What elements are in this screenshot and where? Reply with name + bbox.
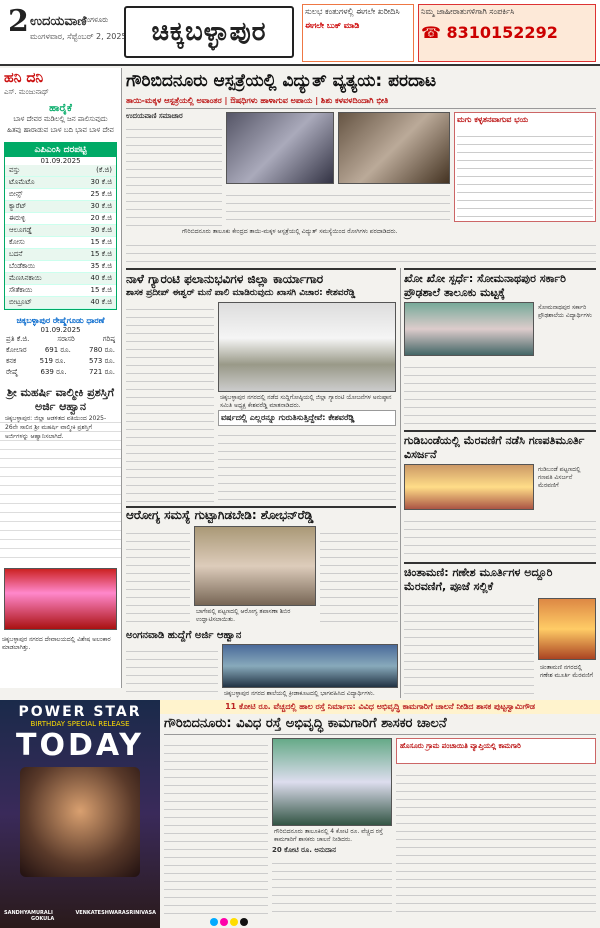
lead-sidebar-box: [454, 112, 596, 222]
announce-title: ಶ್ರೀ ಮಹರ್ಷಿ ವಾಲ್ಮೀಕಿ ಪ್ರಶಸ್ತಿಗೆ ಅರ್ಜಿ ಆಹ್ವಾನ: [7, 386, 114, 413]
story3-caption: ಬಾಗೇಪಲ್ಲಿ ಪಟ್ಟಣದಲ್ಲಿ ಆರೋಗ್ಯ ತಪಾಸಣಾ ಶಿಬಿರ ಉದ್ಘಾಟಿಸಲಾಯಿತು.: [196, 608, 291, 623]
box-title: ಮಗು ಕಳ್ಳತನವಾಗುವ ಭಯ: [457, 115, 529, 124]
r3-body: [404, 598, 534, 696]
lead-subheadline: ತಾಯಿ-ಮಕ್ಕಳ ಆಸ್ಪತ್ರೆಯಲ್ಲಿ ಅವಾಂತರ | ಔಷಧಿಗಳು ಹಾಳಾಗುವ ಅಪಾಯ | ಶಿಶು ಕಳವಳದಿಂದಾಗಿ ಭೀತಿ: [126, 96, 389, 105]
r3-caption: ಚಿಂತಾಮಣಿ ನಗರದಲ್ಲಿ ಗಣೇಶ ಮೂರ್ತಿ ಮೆರವಣಿಗೆ: [540, 664, 593, 679]
story2-body-2: [218, 428, 396, 502]
rate-row: ಈರುಳ್ಳಿ 20 ಕೆ.ಜಿ: [5, 213, 116, 225]
issue-date: ಮಂಗಳವಾರ, ಸೆಪ್ಟೆಂಬರ್ 2, 2025: [30, 32, 127, 41]
r1-photo: [404, 302, 534, 356]
ad-phone: ☎ 8310152292: [421, 23, 558, 42]
market-date: 01.09.2025: [40, 326, 81, 334]
bottom-box: ಹೊಸೂರು ಗ್ರಾಮ ಪಂಚಾಯಿತಿ ವ್ಯಾಪ್ತಿಯಲ್ಲಿ ಕಾಮಗಾರಿ: [396, 738, 596, 764]
r3-headline: ಚಿಂತಾಮಣಿ: ಗಣೇಶ ಮೂರ್ತಿಗಳ ಅದ್ದೂರಿ ಮೆರವಣಿಗೆ, ಪೂಜೆ ಸಲ್ಲಿಕೆ: [404, 566, 553, 593]
rate-row: ಸೌತೆಕಾಯಿ 15 ಕೆ.ಜಿ: [5, 285, 116, 297]
story3-body-2: [320, 526, 398, 626]
lead-body-3: [126, 238, 596, 264]
poster-names: SANDHYA MURALI GOKULA VENKATESHWARA SRINIVASA: [4, 910, 156, 922]
rate-row: ಬೀಟ್ರೂಟ್ 40 ಕೆ.ಜಿ: [5, 297, 116, 309]
idol-caption: ಚಿಕ್ಕಬಳ್ಳಾಪುರ ನಗರದ ದೇವಾಲಯದಲ್ಲಿ ವಿಶೇಷ ಅಲಂಕಾರ ಮಾಡಲಾಗಿತ್ತು.: [2, 636, 111, 651]
lead-photo-1: [226, 112, 334, 184]
masthead: [0, 0, 600, 66]
edition-title: ಚಿಕ್ಕಬಳ್ಳಾಪುರ: [124, 6, 294, 58]
page-number: 2: [8, 4, 29, 39]
bottom-kicker: 20 ಕೋಟಿ ರೂ. ಅನುದಾನ: [272, 846, 336, 854]
rate-row: ಆಲೂಗಡ್ಡೆ 30 ಕೆ.ಜಿ: [5, 225, 116, 237]
lead-byline: ಉದಯವಾಣಿ ಸಮಾಚಾರ: [126, 112, 183, 120]
story4-body: [126, 644, 218, 696]
rate-title: ಎಪಿಎಂಸಿ ದರಪಟ್ಟಿ: [5, 143, 116, 157]
lead-body: [126, 122, 222, 226]
r2-caption: ಗುಡಿಬಂಡೆ ಪಟ್ಟಣದಲ್ಲಿ ಗಣಪತಿ ವಿಸರ್ಜನೆ ಮೆರವಣಿಗೆ: [538, 466, 581, 489]
story2-body: [126, 302, 214, 502]
header-ad-right[interactable]: [418, 4, 596, 62]
paper-name: ಉದಯವಾಣಿ: [30, 14, 87, 29]
story4-headline: ಅಂಗನವಾಡಿ ಹುದ್ದೆಗೆ ಅರ್ಜಿ ಆಹ್ವಾನ: [126, 630, 242, 641]
poster-actor-image: [20, 767, 140, 877]
rate-row: ಕ್ಯಾರೆಟ್ 30 ಕೆ.ಜಿ: [5, 201, 116, 213]
rate-row: ಬೀನ್ಸ್ 25 ಕೆ.ಜಿ: [5, 189, 116, 201]
header-ad-left[interactable]: [302, 4, 414, 62]
column-author: ಎಸ್. ಮಂಜುನಾಥ್: [4, 88, 49, 96]
lead-caption: ಗೌರಿಬಿದನೂರು ತಾಲೂಕು ಕೇಂದ್ರದ ತಾಯಿ-ಮಕ್ಕಳ ಆಸ್ಪತ್ರೆಯಲ್ಲಿ ವಿದ್ಯುತ್ ಸಮಸ್ಯೆಯಿಂದ ರೋಗಿಗಳು ಪರದಾಡಿದರು.: [182, 228, 398, 235]
idol-photo: [4, 568, 117, 630]
bottom-teaser-bar: 11 ಕೋಟಿ ರೂ. ವೆಚ್ಚದಲ್ಲಿ ಹಾಲ ರಸ್ತೆ ನಿರ್ಮಾಣ: ವಿವಿಧ ಅಭಿವೃದ್ಧಿ ಕಾಮಗಾರಿಗೆ ಚಾಲನೆ ನೀಡಿದ ಶಾಸಕ ಪುಟ್ಟಸ್ವಾಮಿಗೌಡ: [160, 700, 600, 714]
lead-photo-2: [338, 112, 450, 184]
r1-headline: ಖೋ ಖೋ ಸ್ಪರ್ಧೆ: ಸೋಮನಾಥಪುರ ಸರ್ಕಾರಿ ಪ್ರೌಢಶಾಲೆ ತಾಲೂಕು ಮಟ್ಟಕ್ಕೆ: [404, 272, 566, 299]
story2-photo: [218, 302, 396, 392]
story2-headline: ನಾಳೆ ಗ್ಯಾರಂಟಿ ಫಲಾನುಭವಿಗಳ ಜಿಲ್ಲಾ ಕಾರ್ಯಾಗಾರ: [126, 272, 324, 286]
story3-photo: [194, 526, 316, 606]
rate-row: ಬದನೆ 15 ಕೆ.ಜಿ: [5, 249, 116, 261]
rate-row: ಮೆಣಸಿನಕಾಯಿ 40 ಕೆ.ಜಿ: [5, 273, 116, 285]
bottom-body: [164, 738, 268, 918]
market-title: ಚಿಕ್ಕಬಳ್ಳಾಪುರ ರೇಷ್ಮೆಗೂಡು ಧಾರಣೆ: [16, 316, 105, 325]
r2-headline: ಗುಡಿಬಂಡೆಯಲ್ಲಿ ಮೆರವಣಿಗೆ ನಡೆಸಿ ಗಣಪತಿಮೂರ್ತಿ ವಿಸರ್ಜನೆ: [404, 434, 585, 461]
market-row: ರೇಷ್ಮೆ 639 ರೂ. 721 ರೂ.: [6, 368, 115, 376]
story3-headline: ಆರೋಗ್ಯ ಸಮಸ್ಯೆ ಗುಟ್ಟಾಗಿಡಬೇಡಿ: ಶೋಭನ್‌ರೆಡ್ಡಿ: [126, 508, 314, 522]
ad-left-sub: ಈಗಲೇ ಬುಕ್ ಮಾಡಿ: [305, 21, 360, 30]
rate-row: ಕೋಸು 15 ಕೆ.ಜಿ: [5, 237, 116, 249]
city-tag: ಬೆಂಗಳೂರು: [82, 16, 109, 24]
r1-caption: ಸೋಮನಾಥಪುರ ಸರ್ಕಾರಿ ಪ್ರೌಢಶಾಲೆಯ ವಿದ್ಯಾರ್ಥಿಗಳು: [538, 304, 592, 319]
bottom-caption: ಗೌರಿಬಿದನೂರು ತಾಲೂಕಿನಲ್ಲಿ 4 ಕೋಟಿ ರೂ. ವೆಚ್ಚದ ರಸ್ತೆ ಕಾಮಗಾರಿಗೆ ಶಾಸಕರು ಚಾಲನೆ ನೀಡಿದರು.: [274, 828, 383, 843]
poster-line3: TODAY: [16, 728, 144, 763]
movie-poster-ad[interactable]: [0, 700, 160, 928]
r2-photo: [404, 464, 534, 510]
rate-row: ಟೊಮೆಟೊ 30 ಕೆ.ಜಿ: [5, 177, 116, 189]
bottom-photo: [272, 738, 392, 826]
left-column: [0, 68, 122, 688]
story4-caption: ಚಿಕ್ಕಬಳ್ಳಾಪುರ ನಗರದ ಶಾಲೆಯಲ್ಲಿ ಕ್ರೀಡಾಕೂಟದಲ್ಲಿ ಭಾಗವಹಿಸಿದ ವಿದ್ಯಾರ್ಥಿಗಳು.: [224, 690, 375, 697]
poster-line2: BIRTHDAY SPECIAL RELEASE: [30, 720, 130, 728]
rate-header: ವಸ್ತು (ಕೆ.ಜಿ): [5, 165, 116, 177]
market-row: ಕೋಲಾರ 691 ರೂ. 780 ರೂ.: [6, 346, 115, 354]
ad-right-text: ನಿಮ್ಮ ಜಾಹೀರಾತುಗಳಿಗಾಗಿ ಸಂಪರ್ಕಿಸಿ: [421, 7, 515, 16]
market-row: ಕನಕ 519 ರೂ. 573 ರೂ.: [6, 357, 115, 365]
r2-body: [404, 514, 596, 558]
market-header: ಪ್ರತಿ ಕೆ.ಜಿ. ಸರಾಸರಿ ಗರಿಷ್ಠ: [6, 335, 115, 343]
column-logo: ಹನಿ ದನಿ: [4, 70, 44, 86]
r3-photo: [538, 598, 596, 660]
apmc-rate-box: [4, 142, 117, 310]
story3-body: [126, 526, 190, 626]
rate-date: 01.09.2025: [40, 157, 81, 165]
story4-photo: [222, 644, 398, 688]
rate-row: ಬೆಂಡೆಕಾಯಿ 35 ಕೆ.ಜಿ: [5, 261, 116, 273]
lead-body-2: [226, 188, 450, 226]
poster-line1: POWER STAR: [18, 704, 142, 720]
poem-title: ಹಾರೈಕೆ: [49, 103, 72, 114]
ad-left-text: ಸುಲಭ ಕಂತುಗಳಲ್ಲಿ ಈಗಲೇ ಖರೀದಿಸಿ: [305, 7, 400, 16]
announce-text: ಚಿಕ್ಕಬಳ್ಳಾಪುರ: ಜಿಲ್ಲಾ ಆಡಳಿತದ ವತಿಯಿಂದ 2025-26ನೇ ಸಾಲಿನ ಶ್ರೀ ಮಹರ್ಷಿ ವಾಲ್ಮೀಕಿ ಪ್ರಶಸ್ತಿಗೆ ಅರ್ಜಿಗಳನ್ನು ಆಹ್ವಾನಿಸಲಾಗಿದೆ.: [0, 414, 121, 564]
poem-text: ಬಾಳ ದೇವರ ಮಡಿಲಲ್ಲಿ ಜನ ಪಾಲಿಸುವುದು ಹಿತವು ಹಾರಾಡುವ ಬಾಳ ಬದಿ ಭಾವ ಬಾಳ ದೇವ: [7, 115, 114, 134]
bottom-body-2: [272, 856, 392, 918]
story2-box: ವರ್ಷದಲ್ಲಿ ಎಲ್ಲರನ್ನೂ ಗುರುತಿಸುತ್ತಿದ್ದೇವೆ: ಕೇಶವರೆಡ್ಡಿ: [218, 410, 396, 426]
story2-subheadline: ಶಾಸಕ ಪ್ರದೀಪ್ ಈಶ್ವರ್ ಮನೆ ಪಾಲಿ ಮಾಡಿರುವುದು ಖಾಸಗಿ ವಿಚಾರ: ಕೇಶವರೆಡ್ಡಿ: [126, 288, 356, 298]
bottom-headline: ಗೌರಿಬಿದನೂರು: ವಿವಿಧ ರಸ್ತೆ ಅಭಿವೃದ್ಧಿ ಕಾಮಗಾರಿಗೆ ಶಾಸಕರ ಚಾಲನೆ: [164, 716, 447, 731]
lead-headline: ಗೌರಿಬಿದನೂರು ಆಸ್ಪತ್ರೆಯಲ್ಲಿ ವಿದ್ಯುತ್ ವ್ಯತ್ಯಯ: ಪರದಾಟ: [126, 71, 437, 91]
phone-icon: ☎: [421, 23, 447, 42]
story2-caption: ಚಿಕ್ಕಬಳ್ಳಾಪುರ ನಗರದಲ್ಲಿ ನಡೆದ ಸುದ್ದಿಗೋಷ್ಠಿಯಲ್ಲಿ ಜಿಲ್ಲಾ ಗ್ಯಾರಂಟಿ ಯೋಜನೆಗಳ ಅನುಷ್ಠಾನ ಸಮಿತಿ ಅಧ್ಯಕ್ಷ ಕೇಶವರೆಡ್ಡಿ ಮಾತನಾಡಿದರು.: [220, 394, 392, 409]
r1-body: [404, 360, 596, 426]
bottom-body-3: [396, 768, 596, 918]
